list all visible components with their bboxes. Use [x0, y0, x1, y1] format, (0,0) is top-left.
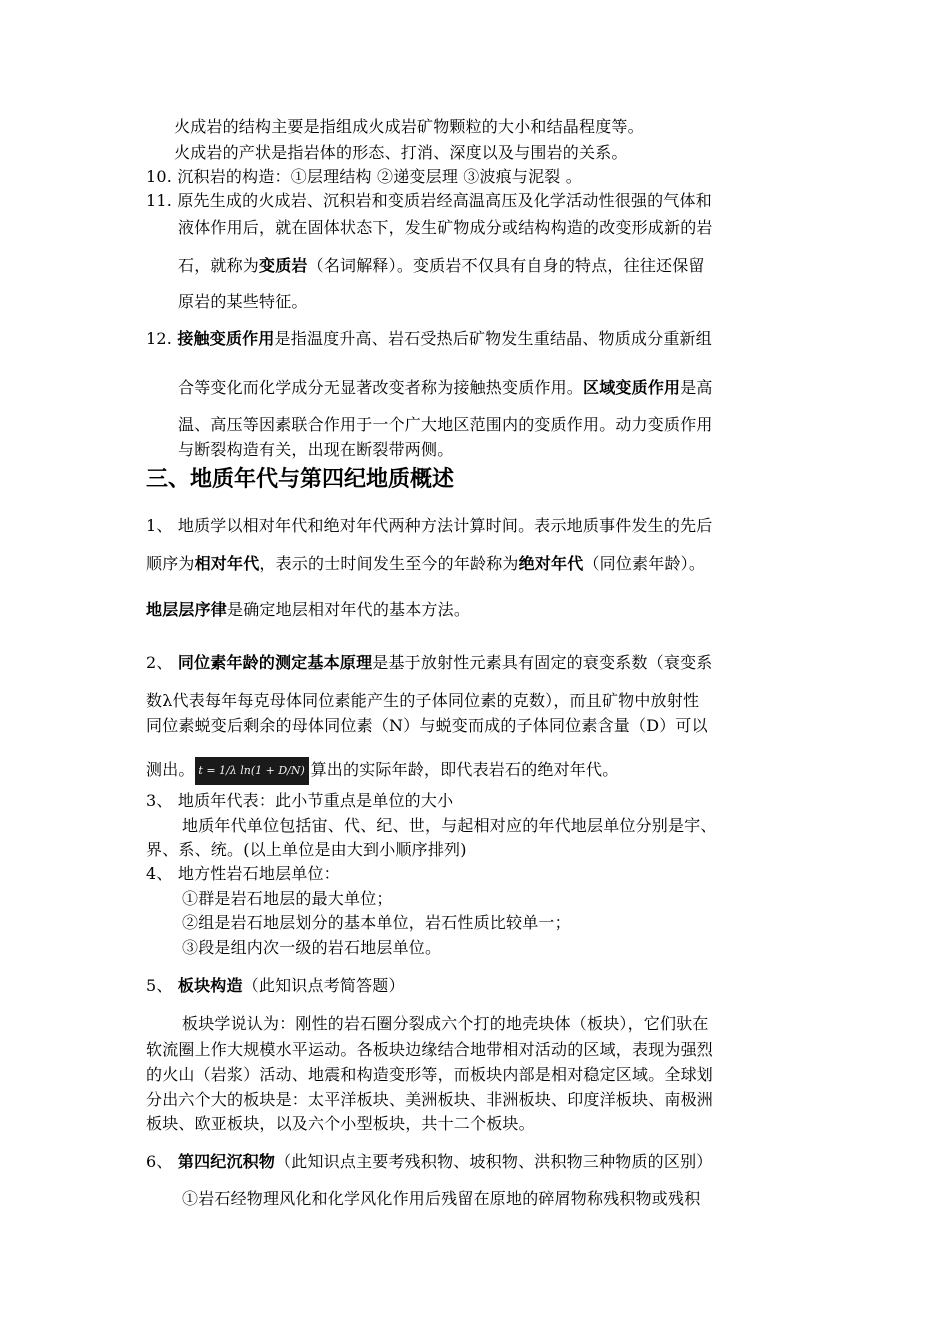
text: 是高	[680, 378, 713, 397]
list-item-1: 1、 地质学以相对年代和绝对年代两种方法计算时间。表示地质事件发生的先后	[146, 516, 713, 535]
list-item-4: 4、 地方性岩石地层单位：	[146, 864, 340, 883]
text: 5、	[146, 976, 178, 995]
text-line: 与断裂构造有关，出现在断裂带两侧。	[178, 440, 454, 459]
text-line: ①群是岩石地层的最大单位；	[182, 889, 393, 908]
text-line: ②组是岩石地层划分的基本单位，岩石性质比较单一；	[182, 913, 571, 932]
list-item-2	[146, 653, 712, 673]
list-item-6	[146, 1152, 712, 1172]
text: 石，就称为	[178, 256, 260, 275]
text: （此知识点考简答题）	[242, 976, 405, 995]
term-bold: 地层层序律	[146, 600, 228, 619]
text: 是指温度升高、岩石受热后矿物发生重结晶、物质成分重新组	[274, 329, 712, 348]
term-bold: 相对年代	[194, 554, 260, 573]
text-line: 软流圈上作大规模水平运动。各板块边缘结合地带相对活动的区域，表现为强烈	[146, 1040, 714, 1059]
text-line: 温、高压等因素联合作用于一个广大地区范围内的变质作用。动力变质作用	[178, 415, 713, 434]
text: 顺序为	[146, 554, 195, 573]
term-bold: 板块构造	[177, 976, 243, 995]
text-line	[178, 256, 705, 276]
text: 12.	[146, 329, 178, 348]
text-line: 同位素蜕变后剩余的母体同位素（N）与蜕变而成的子体同位素含量（D）可以	[146, 716, 708, 735]
text: 6、	[146, 1152, 178, 1171]
text-line	[146, 756, 618, 785]
term-bold: 同位素年龄的测定基本原理	[177, 653, 373, 672]
text: （此知识点主要考残积物、坡积物、洪积物三种物质的区别）	[275, 1152, 713, 1171]
text: 是确定地层相对年代的基本方法。	[227, 600, 471, 619]
text: 是基于放射性元素具有固定的衰变系数（衰变系	[372, 653, 713, 672]
text: ，表示的士时间发生至今的年龄称为	[259, 554, 519, 573]
text-line: ①岩石经物理风化和化学风化作用后残留在原地的碎屑物称残积物或残积	[182, 1189, 701, 1208]
text-line: ③段是组内次一级的岩石地层单位。	[182, 938, 442, 957]
text-line	[178, 378, 713, 398]
list-item-3: 3、 地质年代表：此小节重点是单位的大小	[146, 791, 454, 810]
text-line: 板块、欧亚板块，以及六个小型板块，共十二个板块。	[146, 1114, 535, 1133]
list-item-12	[146, 329, 712, 349]
list-item-5	[146, 976, 405, 996]
list-item-11: 11. 原先生成的火成岩、沉积岩和变质岩经高温高压及化学活动性很强的气体和	[146, 191, 712, 210]
text-line: 分出六个大的板块是：太平洋板块、美洲板块、非洲板块、印度洋板块、南极洲	[146, 1090, 714, 1109]
text-line: 数λ代表每年每克母体同位素能产生的子体同位素的克数），而且矿物中放射性	[146, 691, 700, 710]
section-heading: 三、地质年代与第四纪地质概述	[146, 467, 455, 492]
list-item-10: 10. 沉积岩的构造：①层理结构 ②递变层理 ③波痕与泥裂 。	[146, 167, 582, 186]
text-line: 地质年代单位包括宙、代、纪、世，与起相对应的年代地层单位分别是宇、	[182, 816, 717, 835]
text: 2、	[146, 653, 178, 672]
term-bold: 第四纪沉积物	[177, 1152, 276, 1171]
text: 算出的实际年龄，即代表岩石的绝对年代。	[310, 760, 619, 779]
text-line: 板块学说认为：刚性的岩石圈分裂成六个打的地壳块体（板块），它们驮在	[182, 1014, 709, 1033]
text-line: 火成岩的结构主要是指组成火成岩矿物颗粒的大小和结晶程度等。	[174, 117, 644, 136]
term-bold: 区域变质作用	[583, 378, 681, 397]
term-bold: 绝对年代	[518, 554, 584, 573]
text-line	[146, 600, 470, 620]
text: 测出。	[146, 760, 195, 779]
term-bold: 接触变质作用	[177, 329, 275, 348]
formula-image: t = 1/λ ln(1 + D/N)	[195, 757, 309, 785]
text-line: 火成岩的产状是指岩体的形态、打消、深度以及与围岩的关系。	[174, 143, 628, 162]
text: （名词解释）。变质岩不仅具有自身的特点，往往还保留	[307, 256, 705, 275]
text-line: 界、系、统。(以上单位是由大到小顺序排列)	[146, 840, 467, 859]
term-bold: 变质岩	[259, 256, 308, 275]
text: 合等变化而化学成分无显著改变者称为接触热变质作用。	[178, 378, 584, 397]
text-line: 的火山（岩浆）活动、地震和构造变形等，而板块内部是相对稳定区域。全球划	[146, 1065, 714, 1084]
text: （同位素年龄）。	[583, 554, 706, 573]
text-line: 原岩的某些特征。	[178, 292, 308, 311]
text-line: 液体作用后，就在固体状态下，发生矿物成分或结构构造的改变形成新的岩	[178, 218, 713, 237]
text-line	[146, 554, 705, 574]
